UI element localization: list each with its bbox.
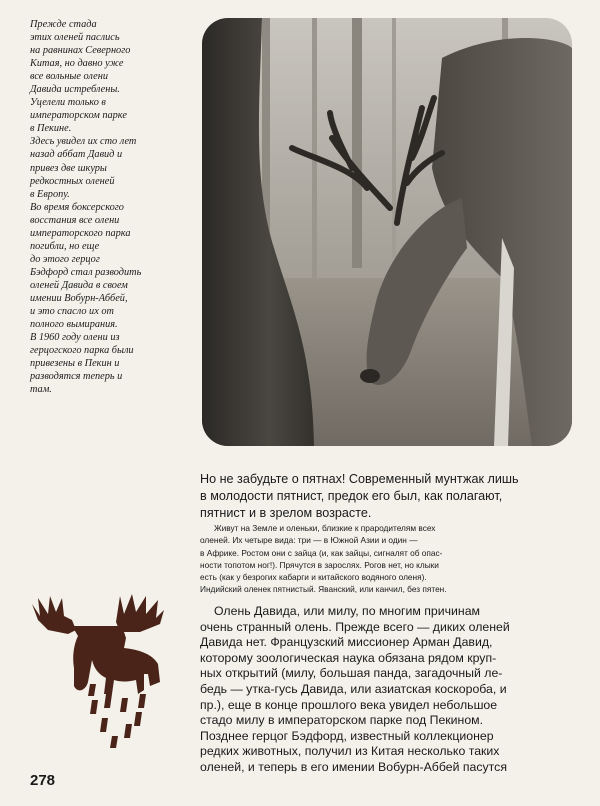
caption-line: редкостных оленей (30, 175, 115, 187)
small-print-line: Индийский оленек пятнистый. Яванский, или канчил, без пятен. (200, 584, 447, 595)
caption-line: до этого герцог (30, 253, 100, 265)
caption-line: все вольные олени (30, 71, 109, 83)
small-print-line: ности топотом ног!). Прячутся в зарослях. Рогов нет, но клыки (200, 559, 439, 570)
caption-line: полного вымирания. (30, 319, 118, 331)
small-print-line: в Африке. Ростом они с зайца (и, как зайцы, сигналят об опас- (200, 547, 443, 558)
page-number: 278 (30, 772, 56, 789)
body-text-line: которому зоологическая наука обязана рядом круп- (200, 650, 497, 665)
body-text-line: стадо милу в императорском парке под Пекином. (200, 713, 484, 728)
caption-line: погибли, но еще (30, 240, 100, 252)
caption-line: разводятся теперь и (30, 371, 123, 383)
caption-line: имении Вобурн-Аббей, (30, 292, 128, 304)
caption-line: Уцелели только в (30, 97, 106, 109)
caption-line: оленей Давида в своем (30, 279, 128, 291)
body-text-line: пр.), еще в конце прошлого века увидел небольшое (200, 697, 498, 712)
small-print-line: есть (как у безрогих кабарги и китайского водяного оленя). (200, 572, 427, 583)
caption-line: Бэдфорд стал разводить (30, 266, 142, 278)
lead-line: в молодости пятнист, предок его был, как полагают, (200, 489, 503, 503)
body-text-line: бедь — утка-гусь Давида, или азиатская коскороба, и (200, 681, 507, 696)
caption-line: Прежде стада (30, 19, 97, 30)
main-text (200, 604, 572, 776)
body-text-line: редких животных, получил из Китая несколько таких (200, 744, 500, 759)
caption-line: Китая, но давно уже (30, 58, 124, 70)
caption-line: герцогского парка были (30, 345, 134, 357)
caption-line: назад аббат Давид и (30, 149, 123, 161)
caption-line: в Европу. (30, 188, 70, 200)
small-print-line: оленей. Их четыре вида: три — в Южной Азии и один — (200, 535, 418, 546)
small-print-note (200, 522, 572, 596)
caption-line: в Пекине. (30, 123, 72, 135)
caption-line: Во время боксерского (30, 201, 124, 213)
body-text-line: оленей, и теперь в его имении Вобурн-Аббей пасутся (200, 759, 507, 774)
caption-line: Давида истреблены. (30, 84, 120, 96)
lead-line: Но не забудьте о пятнах! Современный мунтжак лишь (200, 472, 519, 486)
body-text-line: Давида нет. Французский миссионер Арман Давид, (200, 635, 493, 650)
caption-line: императорского парка (30, 227, 131, 239)
caption-line: там. (30, 384, 52, 396)
caption-line: Здесь увидел их сто лет (30, 136, 137, 148)
small-print-line: Живут на Земле и оленьки, близкие к прародителям всех (214, 523, 436, 533)
body-text-line: Позднее герцог Бэдфорд, известный коллекционер (200, 728, 494, 743)
caption-line: императорском парке (30, 110, 127, 122)
body-text-line: ных открытий (милу, большая панда, загадочный ле- (200, 666, 503, 681)
caption-line: В 1960 году олени из (30, 332, 120, 344)
deer-photo (202, 18, 572, 446)
caption-line: и это спасло их от (30, 306, 114, 318)
moose-silhouette-icon (28, 590, 178, 750)
caption-line: привез две шкуры (30, 162, 107, 174)
photo-caption (30, 18, 190, 396)
body-text-line: Олень Давида, или милу, по многим причинам (214, 604, 480, 618)
caption-line: привезены в Пекин и (30, 358, 120, 370)
lead-line: пятнист и в зрелом возрасте. (200, 506, 372, 520)
caption-line: восстания все олени (30, 214, 120, 226)
caption-line: этих оленей паслись (30, 32, 120, 44)
lead-paragraph (200, 471, 572, 522)
caption-line: на равнинах Северного (30, 45, 131, 57)
body-text-line: очень странный олень. Прежде всего — диких оленей (200, 619, 510, 634)
